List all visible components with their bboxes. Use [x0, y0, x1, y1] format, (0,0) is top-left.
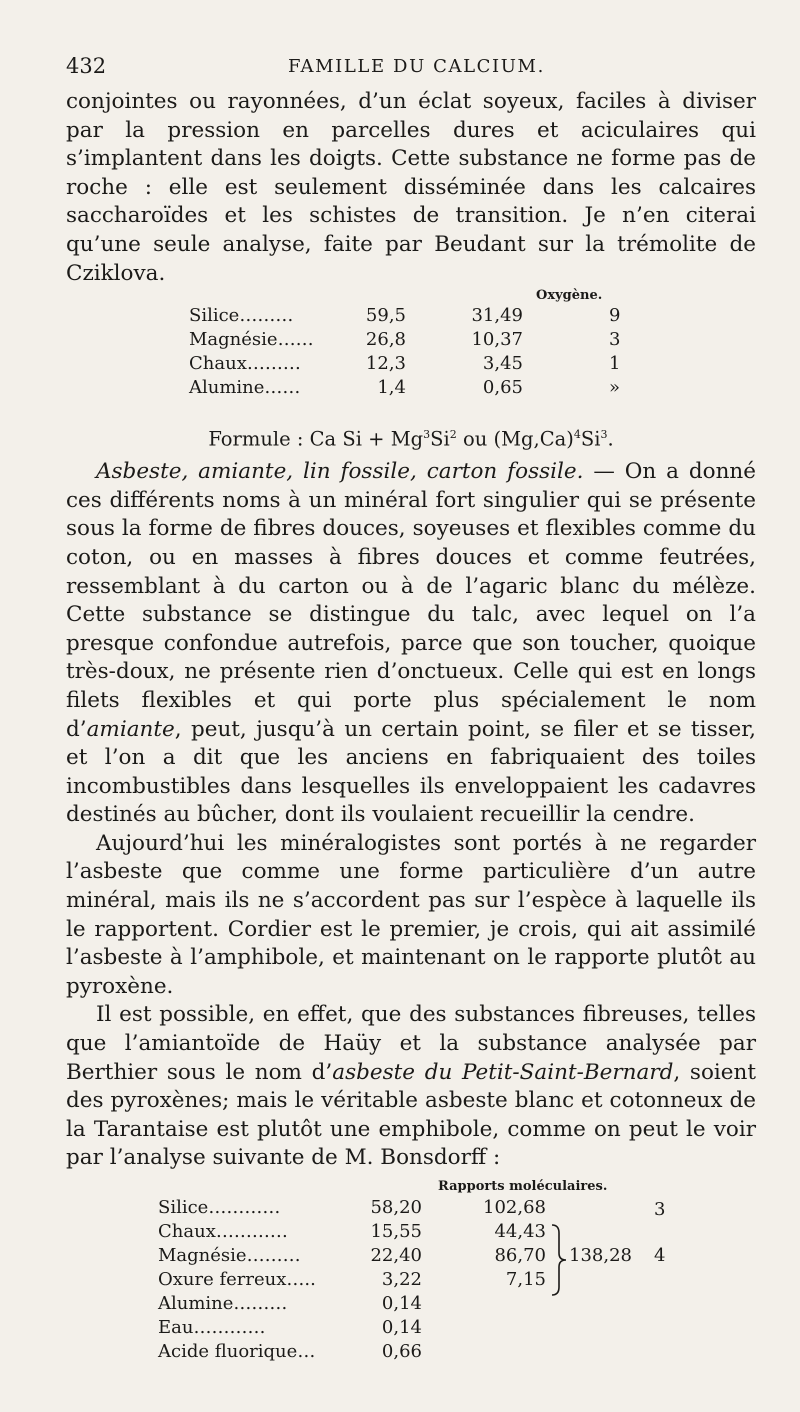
- paragraph-mineralogistes: Aujourd’hui les minéralogistes sont portés à ne regarder l’asbeste que comme une forme particulière d’un autre minéral, mais ils ne s’accordent pas sur l’espèce à laquelle ils le rapportent. Cordier est le premier, je crois, qui ait assimilé l’asbeste à l’amphibole, et maintenant on le rapporte plutôt au pyroxène.: [66, 830, 756, 999]
- table1-row-name: Magnésie……: [189, 329, 314, 351]
- table2-row-value: 58,20: [370, 1197, 422, 1218]
- table1-row-oxygen: 0,65: [482, 377, 523, 399]
- tremolite-analysis-table: [66, 288, 756, 416]
- table1-row-name: Chaux………: [189, 353, 301, 375]
- table1-row-ratio: »: [609, 377, 621, 399]
- table2-row-name: Chaux…………: [158, 1221, 288, 1242]
- table1-row-oxygen: 10,37: [471, 329, 523, 351]
- table1-row-ratio: 3: [609, 329, 621, 351]
- table2-row-value: 22,40: [370, 1245, 422, 1266]
- term-amiante: amiante: [86, 716, 175, 742]
- table1-row-ratio: 1: [609, 353, 621, 375]
- oxygen-column-header: Oxygène.: [536, 288, 603, 304]
- table2-row-rapport: 44,43: [494, 1221, 546, 1242]
- table1-row-value: 1,4: [377, 377, 406, 399]
- table1-row-value: 12,3: [365, 353, 406, 375]
- bonsdorff-analysis-table: [66, 1179, 756, 1384]
- table2-row-value: 0,66: [381, 1341, 422, 1362]
- table2-row-name: Oxure ferreux…..: [158, 1269, 316, 1290]
- table2-row-value: 15,55: [370, 1221, 422, 1242]
- paragraph-asbeste: Asbeste, amiante, lin fossile, carton fossile. — On a donné ces différents noms à un minéral fort singulier qui se présente sous la forme de fibres douces, soyeuses et flexibles comme du coton, ou en masses à fibres douces et comme feutrées, ressemblant à du carton ou à de l’agaric blanc du mélèze. Cette substance se distingue du talc, avec lequel on l’a presque confondue autrefois, parce que son toucher, quoique très-doux, ne présente rien d’onctueux. Celle qui est en longs filets flexibles et qui porte plus spécialement le nom d’amiante, peut, jusqu’à un certain point, se filer et se tisser, et l’on a dit que les anciens en fabriquaient des toiles incombustibles dans lesquelles ils enveloppaient les cadavres destinés au bûcher, dont ils voulaient recueillir la cendre.: [66, 459, 757, 828]
- table2-row-name: Silice…………: [158, 1197, 281, 1218]
- paragraph-tremolite: conjointes ou rayonnées, d’un éclat soyeux, faciles à diviser par la pression en parcelles dures et aciculaires qui s’implantent dans les doigts. Cette substance ne forme pas de roche : elle est seulement disséminée dans les calcaires saccharoïdes et les schistes de transition. Je n’en citerai qu’une seule analyse, faite par Beudant sur la trémolite de Cziklova.: [66, 89, 756, 286]
- table2-row-name: Magnésie………: [158, 1245, 301, 1266]
- section-heading-italic: Asbeste, amiante, lin fossile, carton fossile.: [96, 459, 584, 485]
- table1-row-ratio: 9: [609, 305, 621, 327]
- table1-row-name: Silice………: [189, 305, 294, 327]
- table2-row-rapport: 86,70: [494, 1245, 546, 1266]
- table2-row-value: 3,22: [381, 1269, 422, 1290]
- table2-row-value: 0,14: [381, 1293, 422, 1314]
- table1-row-value: 59,5: [365, 305, 406, 327]
- table1-row-value: 26,8: [365, 329, 406, 351]
- table1-row-oxygen: 31,49: [471, 305, 523, 327]
- table2-row-name: Eau…………: [158, 1317, 266, 1338]
- table2-row-name: Acide fluorique…: [158, 1341, 316, 1362]
- page-number: 432: [66, 54, 107, 78]
- chemical-formula: Formule : Ca $Si + Mg^3Si^2$ ou $(Mg,Ca)^4Si^3$.: [208, 427, 614, 451]
- molecular-ratios-header: Rapports moléculaires.: [438, 1179, 608, 1194]
- term-asbeste-bernard: asbeste du Petit-Saint-Bernard: [332, 1059, 674, 1085]
- silice-ratio: 3: [654, 1199, 666, 1220]
- table2-row-rapport: 7,15: [505, 1269, 546, 1290]
- page-body: [66, 88, 756, 1384]
- curly-brace: [548, 1223, 570, 1297]
- running-title: FAMILLE DU CALCIUM.: [288, 56, 545, 77]
- paragraph-pyroxenes: Il est possible, en effet, que des substances fibreuses, telles que l’amiantoïde de Haüy et la substance analysée par Berthier sous le nom d’asbeste du Petit-Saint-Bernard, soient des pyroxènes; mais le véritable asbeste blanc et cotonneux de la Tarantaise est plutôt une emphibole, comme on peut le voir par l’analyse suivante de M. Bonsdorff :: [66, 1002, 756, 1171]
- running-header: [0, 54, 800, 84]
- brace-total: 138,28: [569, 1245, 632, 1266]
- bases-ratio: 4: [654, 1245, 666, 1266]
- table1-row-oxygen: 3,45: [482, 353, 523, 375]
- table2-row-name: Alumine………: [158, 1293, 288, 1314]
- table1-row-name: Alumine……: [189, 377, 301, 399]
- table2-row-rapport: 102,68: [483, 1197, 546, 1218]
- table2-row-value: 0,14: [381, 1317, 422, 1338]
